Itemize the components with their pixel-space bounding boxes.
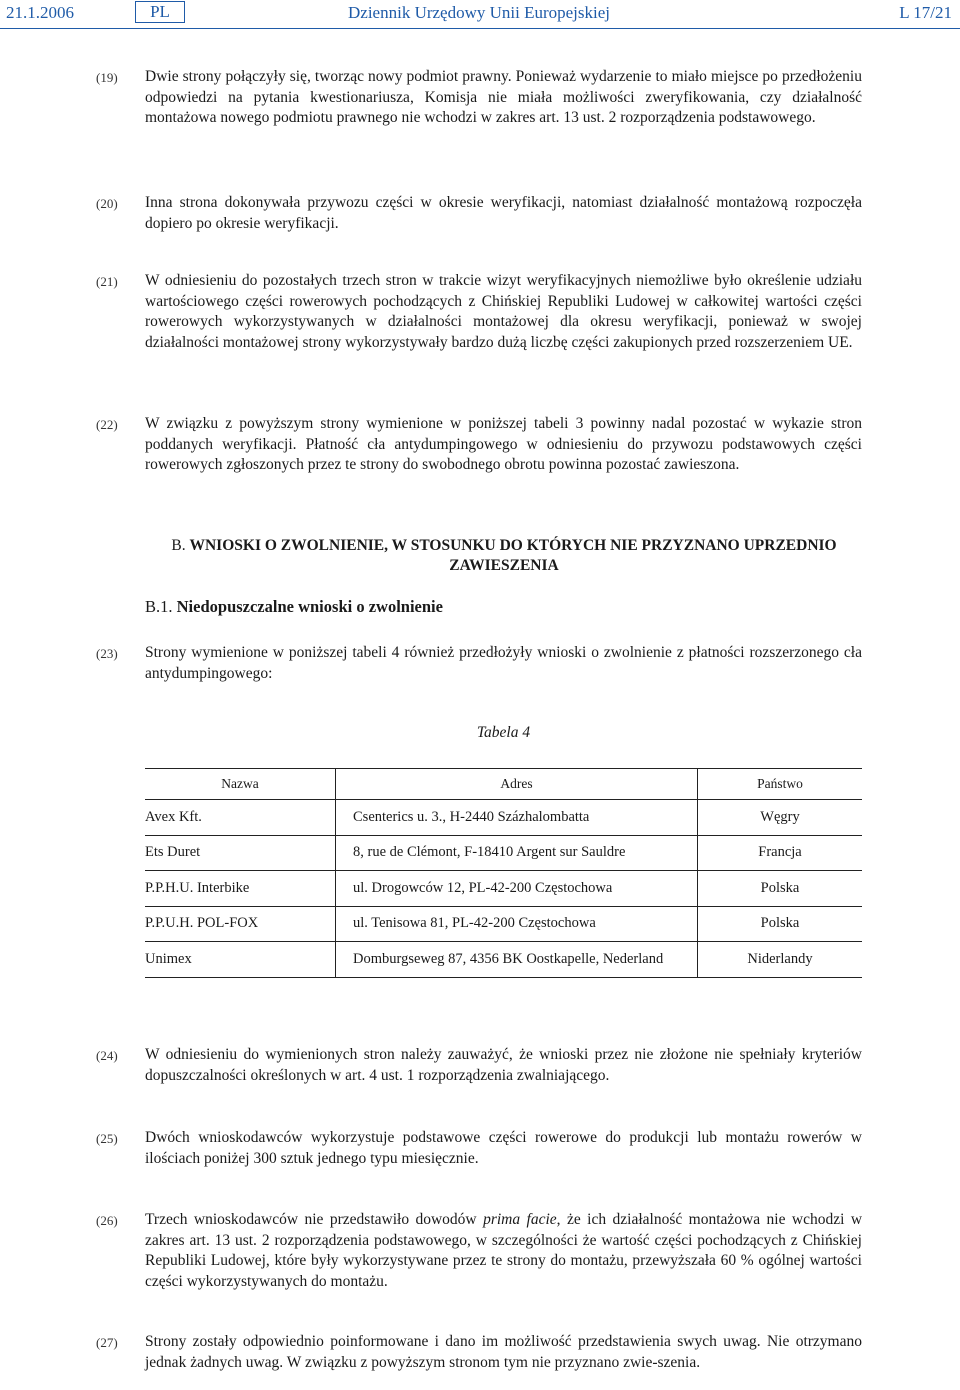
paragraph-text: Dwóch wnioskodawców wykorzystuje podstawowe części rowerowe do produkcji lub montażu rowerów w ilościach poniżej 300 sztuk jednego typu miesięcznie. xyxy=(145,1129,862,1167)
table-header-row xyxy=(145,769,862,800)
cell-country: Polska xyxy=(698,871,863,907)
paragraph-26 xyxy=(96,1210,862,1292)
journal-title: Dziennik Urzędowy Unii Europejskiej xyxy=(348,3,611,22)
paragraph-number: (26) xyxy=(96,1213,118,1228)
paragraph-text: W związku z powyższym strony wymienione w poniższej tabeli 3 powinny nadal pozostać w wykazie stron poddanych weryfikacji. Płatność cła antydumpingowego w odniesieniu do przywozu podstawowych części rowerowych zgłoszonych przez te strony do swobodnego obrotu powinna pozostać zawieszona. xyxy=(145,415,862,473)
page-reference: L 17/21 xyxy=(899,3,952,22)
cell-name: P.P.U.H. POL-FOX xyxy=(145,906,336,942)
paragraph-number: (21) xyxy=(96,274,118,289)
cell-country: Polska xyxy=(698,906,863,942)
column-header-address: Adres xyxy=(336,769,698,800)
cell-address: Csenterics u. 3., H-2440 Százhalombatta xyxy=(336,800,698,836)
paragraph-20 xyxy=(96,193,862,234)
paragraph-19 xyxy=(96,67,862,129)
cell-address: ul. Drogowców 12, PL-42-200 Częstochowa xyxy=(336,871,698,907)
paragraph-23 xyxy=(96,643,862,684)
column-header-country: Państwo xyxy=(698,769,863,800)
header-divider xyxy=(0,28,960,29)
paragraph-text-part: Trzech wnioskodawców nie przedstawiło dowodów xyxy=(145,1211,484,1228)
paragraph-text: W odniesieniu do pozostałych trzech stron w trakcie wizyt weryfikacyjnych niemożliwe było określenie udziału wartościowego części rowerowych pochodzących z Chińskiej Republiki Ludowej w całkowitej wartości części rowerowych wykorzystywanych w działalności montażowej dla okresu weryfikacji, ponieważ w swojej działalności montażowej strony wykorzystywały bardzo dużą liczbę części zakupionych przed rozszerzeniem UE. xyxy=(145,272,862,351)
paragraph-number: (25) xyxy=(96,1131,118,1146)
section-b-heading xyxy=(145,536,863,576)
cell-name: Unimex xyxy=(145,942,336,978)
table-row xyxy=(145,800,862,836)
table-row xyxy=(145,942,862,978)
paragraph-text: Strony zostały odpowiednio poinformowane i dano im możliwość przedstawienia swych uwag. Nie otrzymano jednak żadnych uwag. W związku z powyższym stronom tym nie przyznano zwie-szenia. xyxy=(145,1333,862,1371)
language-badge: PL xyxy=(135,1,185,23)
paragraph-text: Strony wymienione w poniższej tabeli 4 również przedłożyły wnioski o zwolnienie z płatności rozszerzonego cła antydumpingowego: xyxy=(145,644,862,682)
paragraph-number: (27) xyxy=(96,1335,118,1350)
cell-country: Węgry xyxy=(698,800,863,836)
table-caption: Tabela 4 xyxy=(476,724,531,741)
paragraph-27 xyxy=(96,1332,862,1373)
publication-date: 21.1.2006 xyxy=(6,3,74,22)
latin-phrase: prima facie xyxy=(483,1211,557,1228)
paragraph-24 xyxy=(96,1045,862,1086)
paragraph-text: W odniesieniu do wymienionych stron należy zauważyć, że wnioski przez nie złożone nie spełniały kryteriów dopuszczalności określonych w art. 4 ust. 1 rozporządzenia zwalniającego. xyxy=(145,1046,862,1084)
cell-country: Niderlandy xyxy=(698,942,863,978)
paragraph-text-part: , że ich działalność montażowa nie wchodzi w zakres art. 13 ust. 2 rozporządzenia podstawowego, w szczególności że wartość części pochodzących z Chińskiej Republiki Ludowej, które były wykorzystywane przez te strony do montażu, przewyższała 60 % ogólnej wartości części wykorzystywanych do montażu. xyxy=(145,1211,863,1290)
paragraph-number: (24) xyxy=(96,1048,118,1063)
subsection-title: Niedopuszczalne wnioski o zwolnienie xyxy=(176,597,443,616)
section-label: B. xyxy=(171,537,186,554)
cell-name: Avex Kft. xyxy=(145,800,336,836)
table-row xyxy=(145,906,862,942)
paragraph-number: (22) xyxy=(96,417,118,432)
cell-address: ul. Tenisowa 81, PL-42-200 Częstochowa xyxy=(336,906,698,942)
paragraph-number: (23) xyxy=(96,646,118,661)
subsection-b1-heading xyxy=(145,597,443,617)
page-header xyxy=(0,0,960,26)
section-title: WNIOSKI O ZWOLNIENIE, W STOSUNKU DO KTÓRYCH NIE PRZYZNANO UPRZEDNIO ZAWIESZENIA xyxy=(189,537,837,574)
paragraph-number: (20) xyxy=(96,196,118,211)
cell-country: Francja xyxy=(698,835,863,871)
subsection-label: B.1. xyxy=(145,597,173,616)
column-header-name: Nazwa xyxy=(145,769,336,800)
table-row xyxy=(145,835,862,871)
cell-address: Domburgseweg 87, 4356 BK Oostkapelle, Nederland xyxy=(336,942,698,978)
cell-name: Ets Duret xyxy=(145,835,336,871)
paragraph-text: Dwie strony połączyły się, tworząc nowy podmiot prawny. Ponieważ wydarzenie to miało miejsce po przedłożeniu odpowiedzi na pytania kwestionariusza, Komisja nie miała możliwości zweryfikowania, czy działalność montażowa nowego podmiotu prawnego nie wchodzi w zakres art. 13 ust. 2 rozporządzenia podstawowego. xyxy=(145,68,862,126)
cell-name: P.P.H.U. Interbike xyxy=(145,871,336,907)
cell-address: 8, rue de Clémont, F-18410 Argent sur Sauldre xyxy=(336,835,698,871)
paragraph-22 xyxy=(96,414,862,476)
paragraph-text xyxy=(145,1210,862,1292)
paragraph-25 xyxy=(96,1128,862,1169)
paragraph-number: (19) xyxy=(96,70,118,85)
paragraph-text: Inna strona dokonywała przywozu części w okresie weryfikacji, natomiast działalność montażową rozpoczęła dopiero po okresie weryfikacji. xyxy=(145,194,862,232)
table-row xyxy=(145,871,862,907)
paragraph-21 xyxy=(96,271,862,353)
table-4 xyxy=(145,768,862,978)
